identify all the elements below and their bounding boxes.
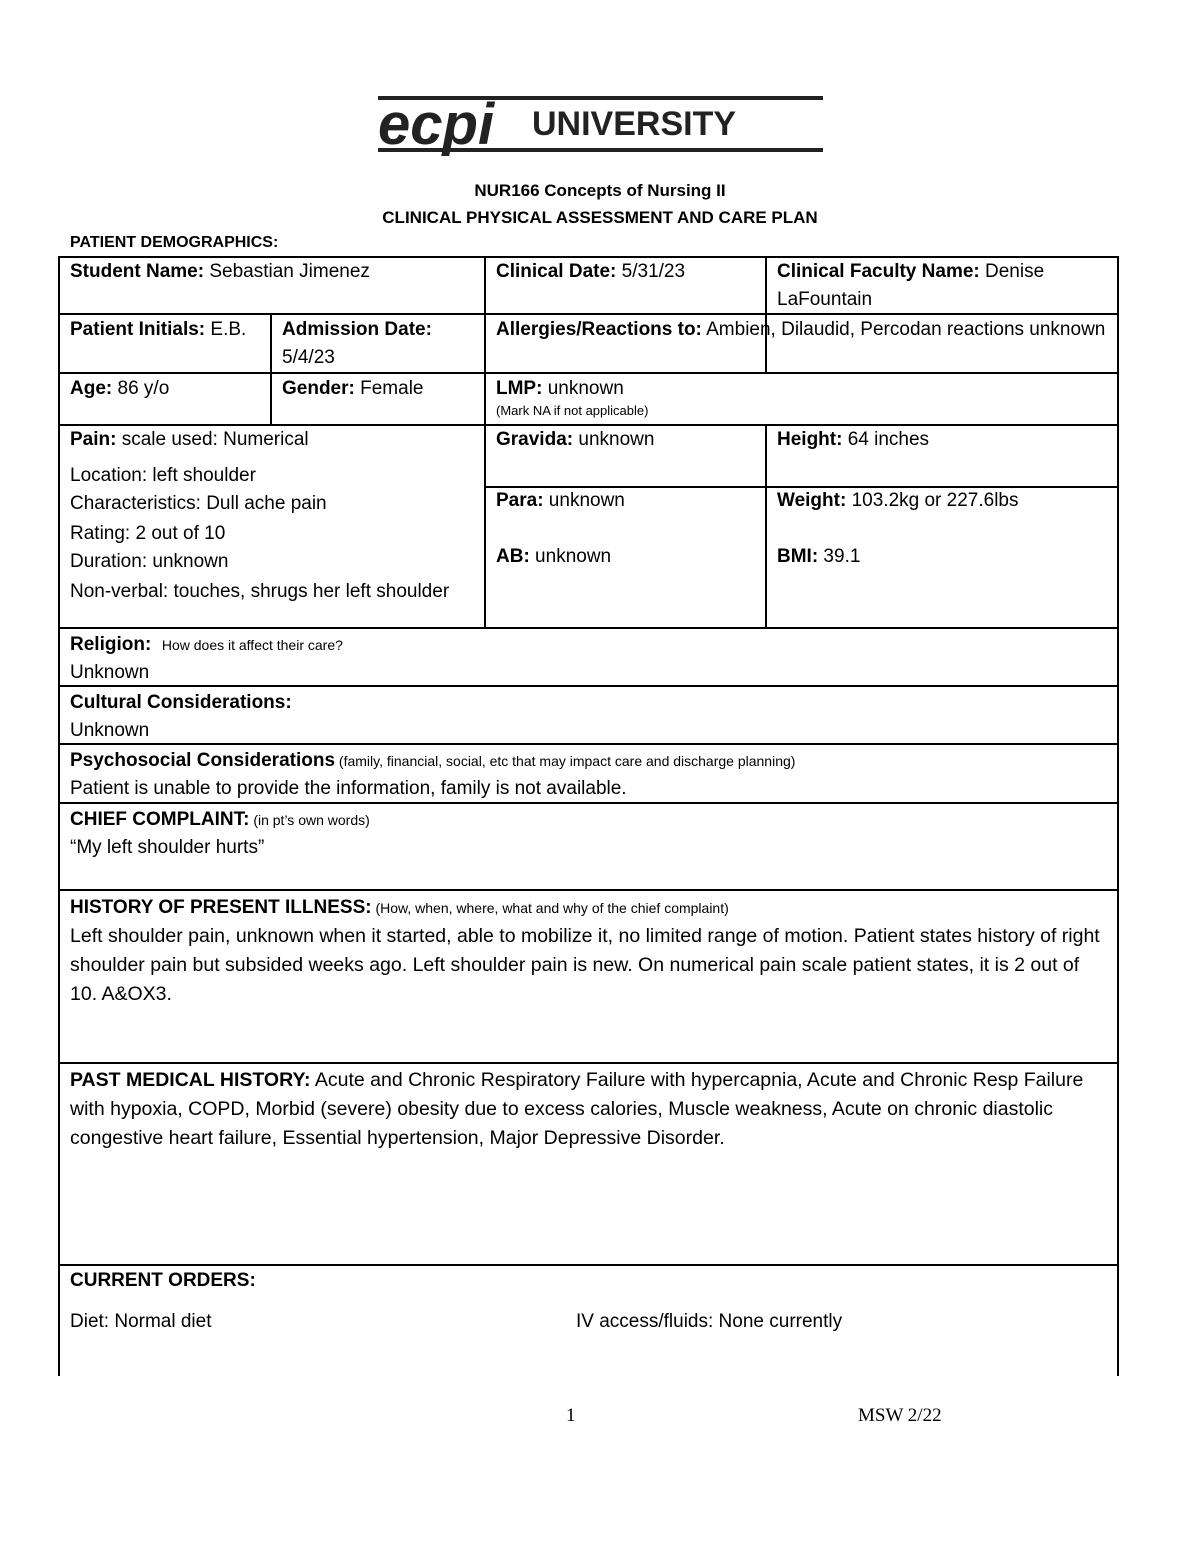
ecpi-university-logo: [346, 80, 846, 175]
past-medical-history-field: PAST MEDICAL HISTORY: Acute and Chronic Respiratory Failure with hypercapnia, Acute and Chronic Resp Failure with hypoxia, COPD, Morbid (severe) obesity due to excess calories, Muscle weakness, Acute on chronic diastolic congestive heart failure, Essential hypertension, Major Depressive Disorder.: [70, 1069, 1084, 1149]
current-orders-label: CURRENT ORDERS:: [70, 1270, 256, 1291]
diet-order: Diet: Normal diet: [70, 1311, 212, 1332]
weight-field: Weight: 103.2kg or 227.6lbs: [777, 490, 1019, 511]
student-name-field: Student Name: Sebastian Jimenez: [70, 261, 370, 282]
lmp-note: (Mark NA if not applicable): [496, 403, 649, 418]
hpi-field: HISTORY OF PRESENT ILLNESS: (How, when, where, what and why of the chief complaint) Left shoulder pain, unknown when it started, able to mobilize it, no limited range of motion. Patient states history of right shoulder pain but subsided weeks ago. Left shoulder pain is new. On numerical pain scale patient states, it is 2 out of 10. A&OX3.: [70, 897, 1100, 1005]
ab-field: AB: unknown: [496, 546, 612, 567]
form-code: MSW 2/22: [858, 1405, 942, 1426]
pain-field: Pain: scale used: Numerical Location: left shoulder Characteristics: Dull ache pain Rating: 2 out of 10 Duration: unknown Non-verbal: touches, shrugs her left shoulder: [70, 429, 450, 602]
allergies-field: Allergies/Reactions to: Ambien, Dilaudid, Percodan reactions unknown: [496, 319, 1106, 340]
chief-complaint-field: CHIEF COMPLAINT: (in pt’s own words) “My left shoulder hurts”: [70, 809, 370, 858]
gender-field: Gender: Female: [282, 378, 424, 399]
bmi-field: BMI: 39.1: [777, 546, 861, 567]
page-number: 1: [566, 1405, 576, 1426]
para-field: Para: unknown: [496, 490, 625, 511]
religion-field: Religion: How does it affect their care? Unknown: [70, 634, 343, 683]
gravida-field: Gravida: unknown: [496, 429, 655, 450]
logo-wordmark: ecpi: [378, 92, 495, 157]
document-title: CLINICAL PHYSICAL ASSESSMENT AND CARE PLAN: [382, 208, 818, 227]
lmp-field: LMP: unknown (Mark NA if not applicable): [496, 375, 1108, 419]
iv-access-order: IV access/fluids: None currently: [576, 1311, 843, 1332]
patient-initials-field: Patient Initials: E.B.: [70, 319, 247, 340]
logo-university: UNIVERSITY: [532, 105, 737, 143]
clinical-date-field: Clinical Date: 5/31/23: [496, 261, 686, 282]
course-name: NUR166 Concepts of Nursing II: [474, 181, 726, 200]
demographics-label: PATIENT DEMOGRAPHICS:: [70, 234, 279, 251]
height-field: Height: 64 inches: [777, 429, 930, 450]
age-field: Age: 86 y/o: [70, 378, 170, 399]
psychosocial-field: Psychosocial Considerations (family, financial, social, etc that may impact care and discharge planning) Patient is unable to provide the information, family is not available.: [70, 750, 796, 799]
clinical-faculty-field: Clinical Faculty Name: Denise LaFountain: [777, 261, 1045, 310]
demographics-form: [58, 256, 1119, 1376]
cultural-field: Cultural Considerations: Unknown: [70, 692, 292, 741]
admission-date-field: Admission Date: 5/4/23: [282, 319, 432, 368]
